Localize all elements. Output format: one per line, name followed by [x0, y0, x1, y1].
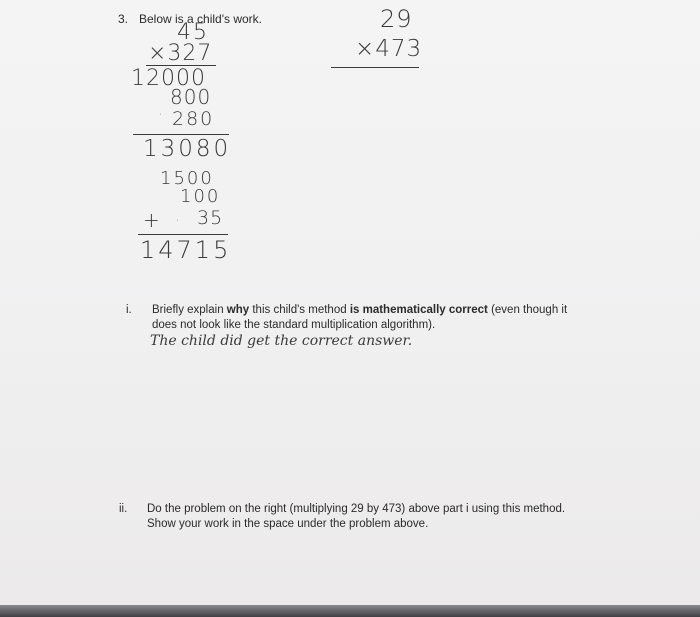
part-i-line-2: does not look like the standard multiplication algorithm). [152, 319, 436, 331]
child-rule-2 [133, 134, 229, 135]
child-mark: , [159, 107, 162, 116]
child-partial-6: 35 [197, 207, 224, 229]
child-partial-4: 1500 [160, 168, 214, 189]
child-partial-5: 100 [180, 186, 221, 207]
child-multiplicand: 45 [177, 20, 209, 45]
part-ii-marker: ii. [119, 503, 128, 515]
question-prompt: Below is a child's work. [139, 12, 262, 26]
page-edge [0, 605, 700, 617]
part-i-handwritten-answer: The child did get the correct answer. [150, 333, 413, 349]
child-rule-3 [138, 234, 228, 235]
child-subtotal: 13080 [143, 136, 232, 162]
problem-multiplier: ×473 [355, 36, 423, 62]
part-ii-line-1: Do the problem on the right (multiplying 29 by 473) above part i using this method. [147, 503, 566, 515]
part-i-marker: i. [126, 304, 132, 316]
child-partial-3: 280 [172, 108, 215, 130]
child-mark: , [176, 213, 179, 222]
problem-rule [331, 67, 419, 68]
part-i-line-1: Briefly explain why this child's method is mathematically correct (even though it [152, 304, 568, 316]
child-total: 14715 [140, 236, 232, 264]
part-ii-line-2: Show your work in the space under the problem above. [147, 518, 429, 530]
question-number: 3. [118, 12, 129, 26]
child-multiplier: ×327 [148, 41, 213, 66]
problem-multiplicand: 29 [380, 5, 413, 33]
child-plus-sign: + [143, 208, 160, 232]
child-partial-2: 800 [170, 85, 212, 109]
child-partial-1: 12000 [131, 66, 206, 91]
